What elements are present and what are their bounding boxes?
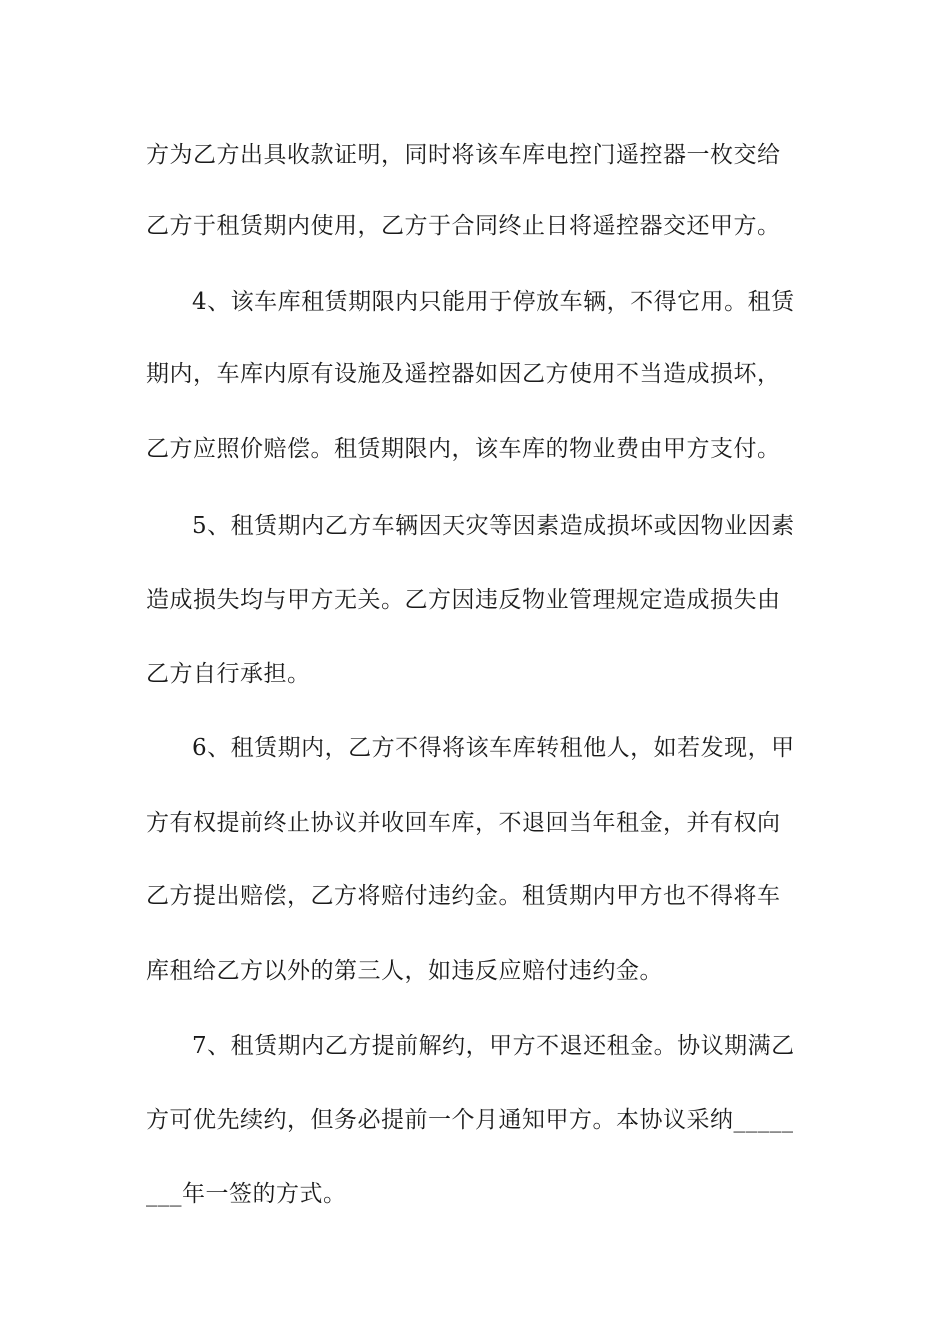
clause-7-line: 7、租赁期内乙方提前解约，甲方不退还租金。协议期满乙 (192, 1033, 795, 1059)
paragraph-line: 方可优先续约，但务必提前一个月通知甲方。本协议采纳_____ (146, 1107, 794, 1133)
paragraph-line: 乙方应照价赔偿。租赁期限内，该车库的物业费由甲方支付。 (146, 436, 781, 462)
paragraph-line: 乙方于租赁期内使用，乙方于合同终止日将遥控器交还甲方。 (146, 213, 781, 239)
paragraph-line: 造成损失均与甲方无关。乙方因违反物业管理规定造成损失由 (146, 587, 781, 613)
clause-5-line: 5、租赁期内乙方车辆因天灾等因素造成损坏或因物业因素 (192, 513, 795, 539)
paragraph-line: 方有权提前终止协议并收回车库，不退回当年租金，并有权向 (146, 810, 781, 836)
clause-4-line: 4、该车库租赁期限内只能用于停放车辆，不得它用。租赁 (192, 289, 795, 315)
paragraph-line: 乙方自行承担。 (146, 661, 311, 687)
paragraph-line: 乙方提出赔偿，乙方将赔付违约金。租赁期内甲方也不得将车 (146, 883, 781, 909)
paragraph-line: ___年一签的方式。 (146, 1181, 347, 1207)
paragraph-line: 方为乙方出具收款证明，同时将该车库电控门遥控器一枚交给 (146, 142, 781, 168)
paragraph-line: 库租给乙方以外的第三人，如违反应赔付违约金。 (146, 958, 663, 984)
paragraph-line: 期内，车库内原有设施及遥控器如因乙方使用不当造成损坏， (146, 361, 781, 387)
clause-6-line: 6、租赁期内，乙方不得将该车库转租他人，如若发现，甲 (192, 735, 795, 761)
